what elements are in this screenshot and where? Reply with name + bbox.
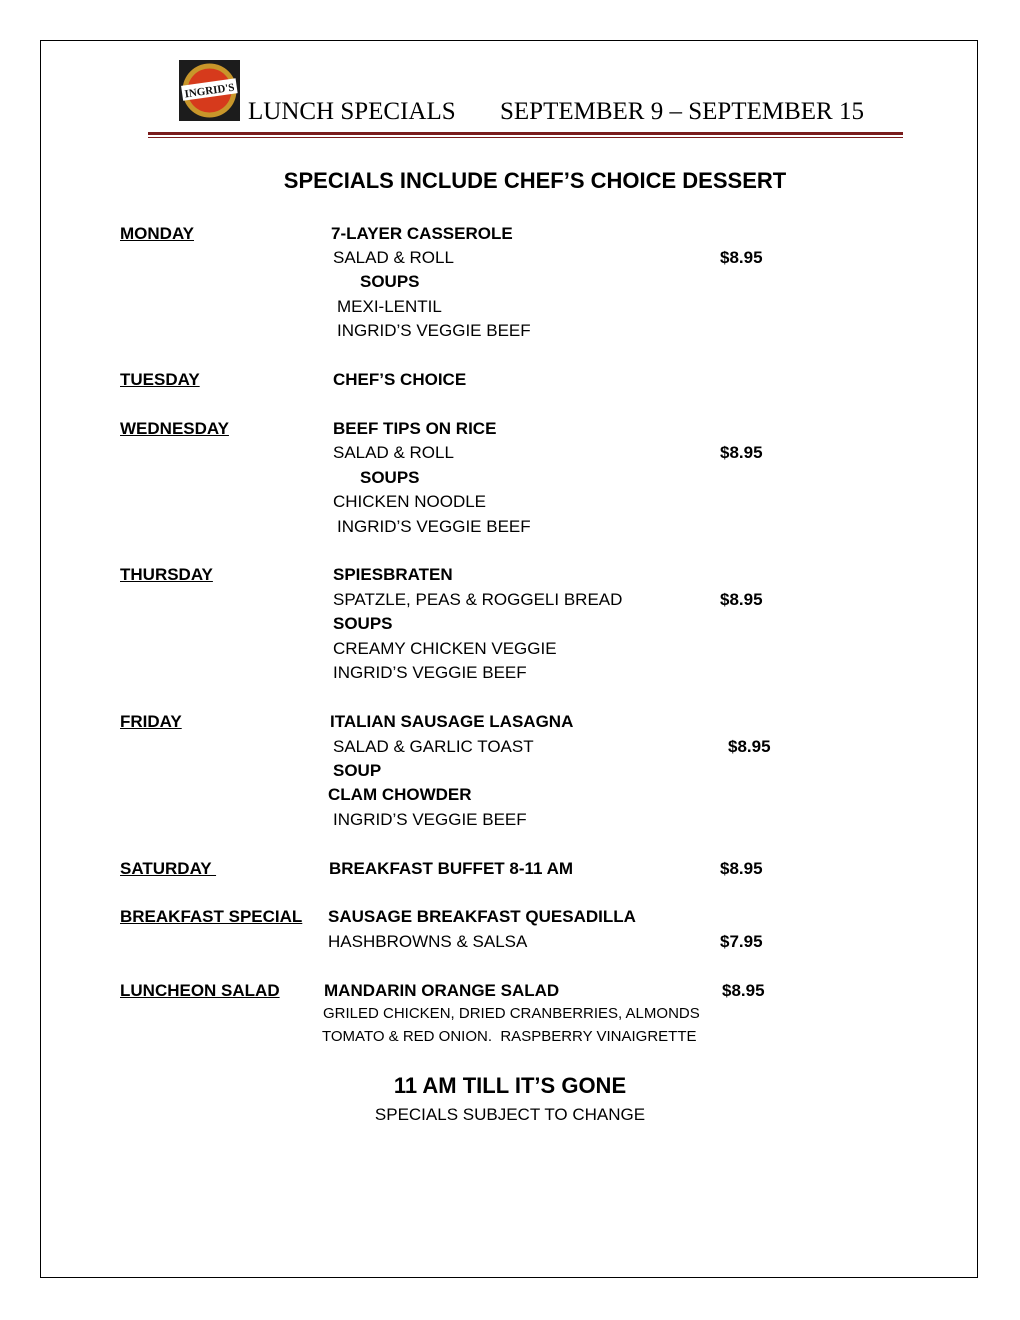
wednesday-soup-2: INGRID’S VEGGIE BEEF — [337, 517, 531, 536]
monday-soup-1: MEXI-LENTIL — [337, 297, 442, 316]
wednesday-side: SALAD & ROLL — [333, 443, 454, 462]
wednesday-main: BEEF TIPS ON RICE — [333, 419, 497, 438]
breakfast-special-label: BREAKFAST SPECIAL — [120, 907, 303, 926]
luncheon-salad-main: MANDARIN ORANGE SALAD — [324, 981, 560, 1000]
wednesday-soups-heading: SOUPS — [360, 468, 420, 487]
header-rule-thin — [148, 137, 903, 138]
svg-text:INGRID'S: INGRID'S — [183, 81, 236, 101]
subtitle: SPECIALS INCLUDE CHEF’S CHOICE DESSERT — [283, 168, 787, 193]
friday-soup-1: CLAM CHOWDER — [328, 785, 472, 804]
friday-soup-2: INGRID’S VEGGIE BEEF — [333, 810, 527, 829]
day-label-thursday: THURSDAY — [120, 565, 213, 584]
monday-main: 7-LAYER CASSEROLE — [331, 224, 513, 243]
luncheon-salad-price: $8.95 — [722, 981, 765, 1000]
ingrids-logo — [179, 60, 240, 121]
friday-side: SALAD & GARLIC TOAST — [333, 737, 534, 756]
header-title: LUNCH SPECIALS — [248, 98, 456, 125]
day-label-monday: MONDAY — [120, 224, 194, 243]
header-rule — [148, 132, 903, 135]
breakfast-special-price: $7.95 — [720, 932, 763, 951]
thursday-side: SPATZLE, PEAS & ROGGELI BREAD — [333, 590, 623, 609]
wednesday-soup-1: CHICKEN NOODLE — [333, 492, 487, 511]
thursday-price: $8.95 — [720, 590, 763, 609]
friday-soups-heading: SOUP — [333, 761, 382, 780]
day-label-saturday: SATURDAY — [120, 859, 217, 878]
monday-price: $8.95 — [720, 248, 763, 267]
day-label-friday: FRIDAY — [120, 712, 182, 731]
day-label-tuesday: TUESDAY — [120, 370, 200, 389]
thursday-soup-1: CREAMY CHICKEN VEGGIE — [333, 639, 557, 658]
day-label-wednesday: WEDNESDAY — [120, 419, 229, 438]
breakfast-special-side: HASHBROWNS & SALSA — [328, 932, 528, 951]
monday-side: SALAD & ROLL — [333, 248, 454, 267]
header-dates: SEPTEMBER 9 – SEPTEMBER 15 — [500, 98, 864, 125]
thursday-soup-2: INGRID’S VEGGIE BEEF — [333, 663, 527, 682]
footer-headline: 11 AM TILL IT’S GONE — [393, 1073, 627, 1098]
friday-price: $8.95 — [728, 737, 771, 756]
breakfast-special-main: SAUSAGE BREAKFAST QUESADILLA — [328, 907, 636, 926]
luncheon-salad-line-2: TOMATO & RED ONION. RASPBERRY VINAIGRETTE — [322, 1028, 697, 1045]
friday-main: ITALIAN SAUSAGE LASAGNA — [330, 712, 574, 731]
wednesday-price: $8.95 — [720, 443, 763, 462]
luncheon-salad-label: LUNCHEON SALAD — [120, 981, 280, 1000]
footer-note: SPECIALS SUBJECT TO CHANGE — [374, 1105, 646, 1124]
thursday-main: SPIESBRATEN — [333, 565, 453, 584]
monday-soups-heading: SOUPS — [360, 272, 420, 291]
luncheon-salad-line-1: GRILED CHICKEN, DRIED CRANBERRIES, ALMONDS — [323, 1005, 700, 1022]
monday-soup-2: INGRID’S VEGGIE BEEF — [337, 321, 531, 340]
thursday-soups-heading: SOUPS — [333, 614, 393, 633]
saturday-main: BREAKFAST BUFFET 8-11 AM — [329, 859, 574, 878]
saturday-price: $8.95 — [720, 859, 763, 878]
tuesday-main: CHEF’S CHOICE — [333, 370, 467, 389]
